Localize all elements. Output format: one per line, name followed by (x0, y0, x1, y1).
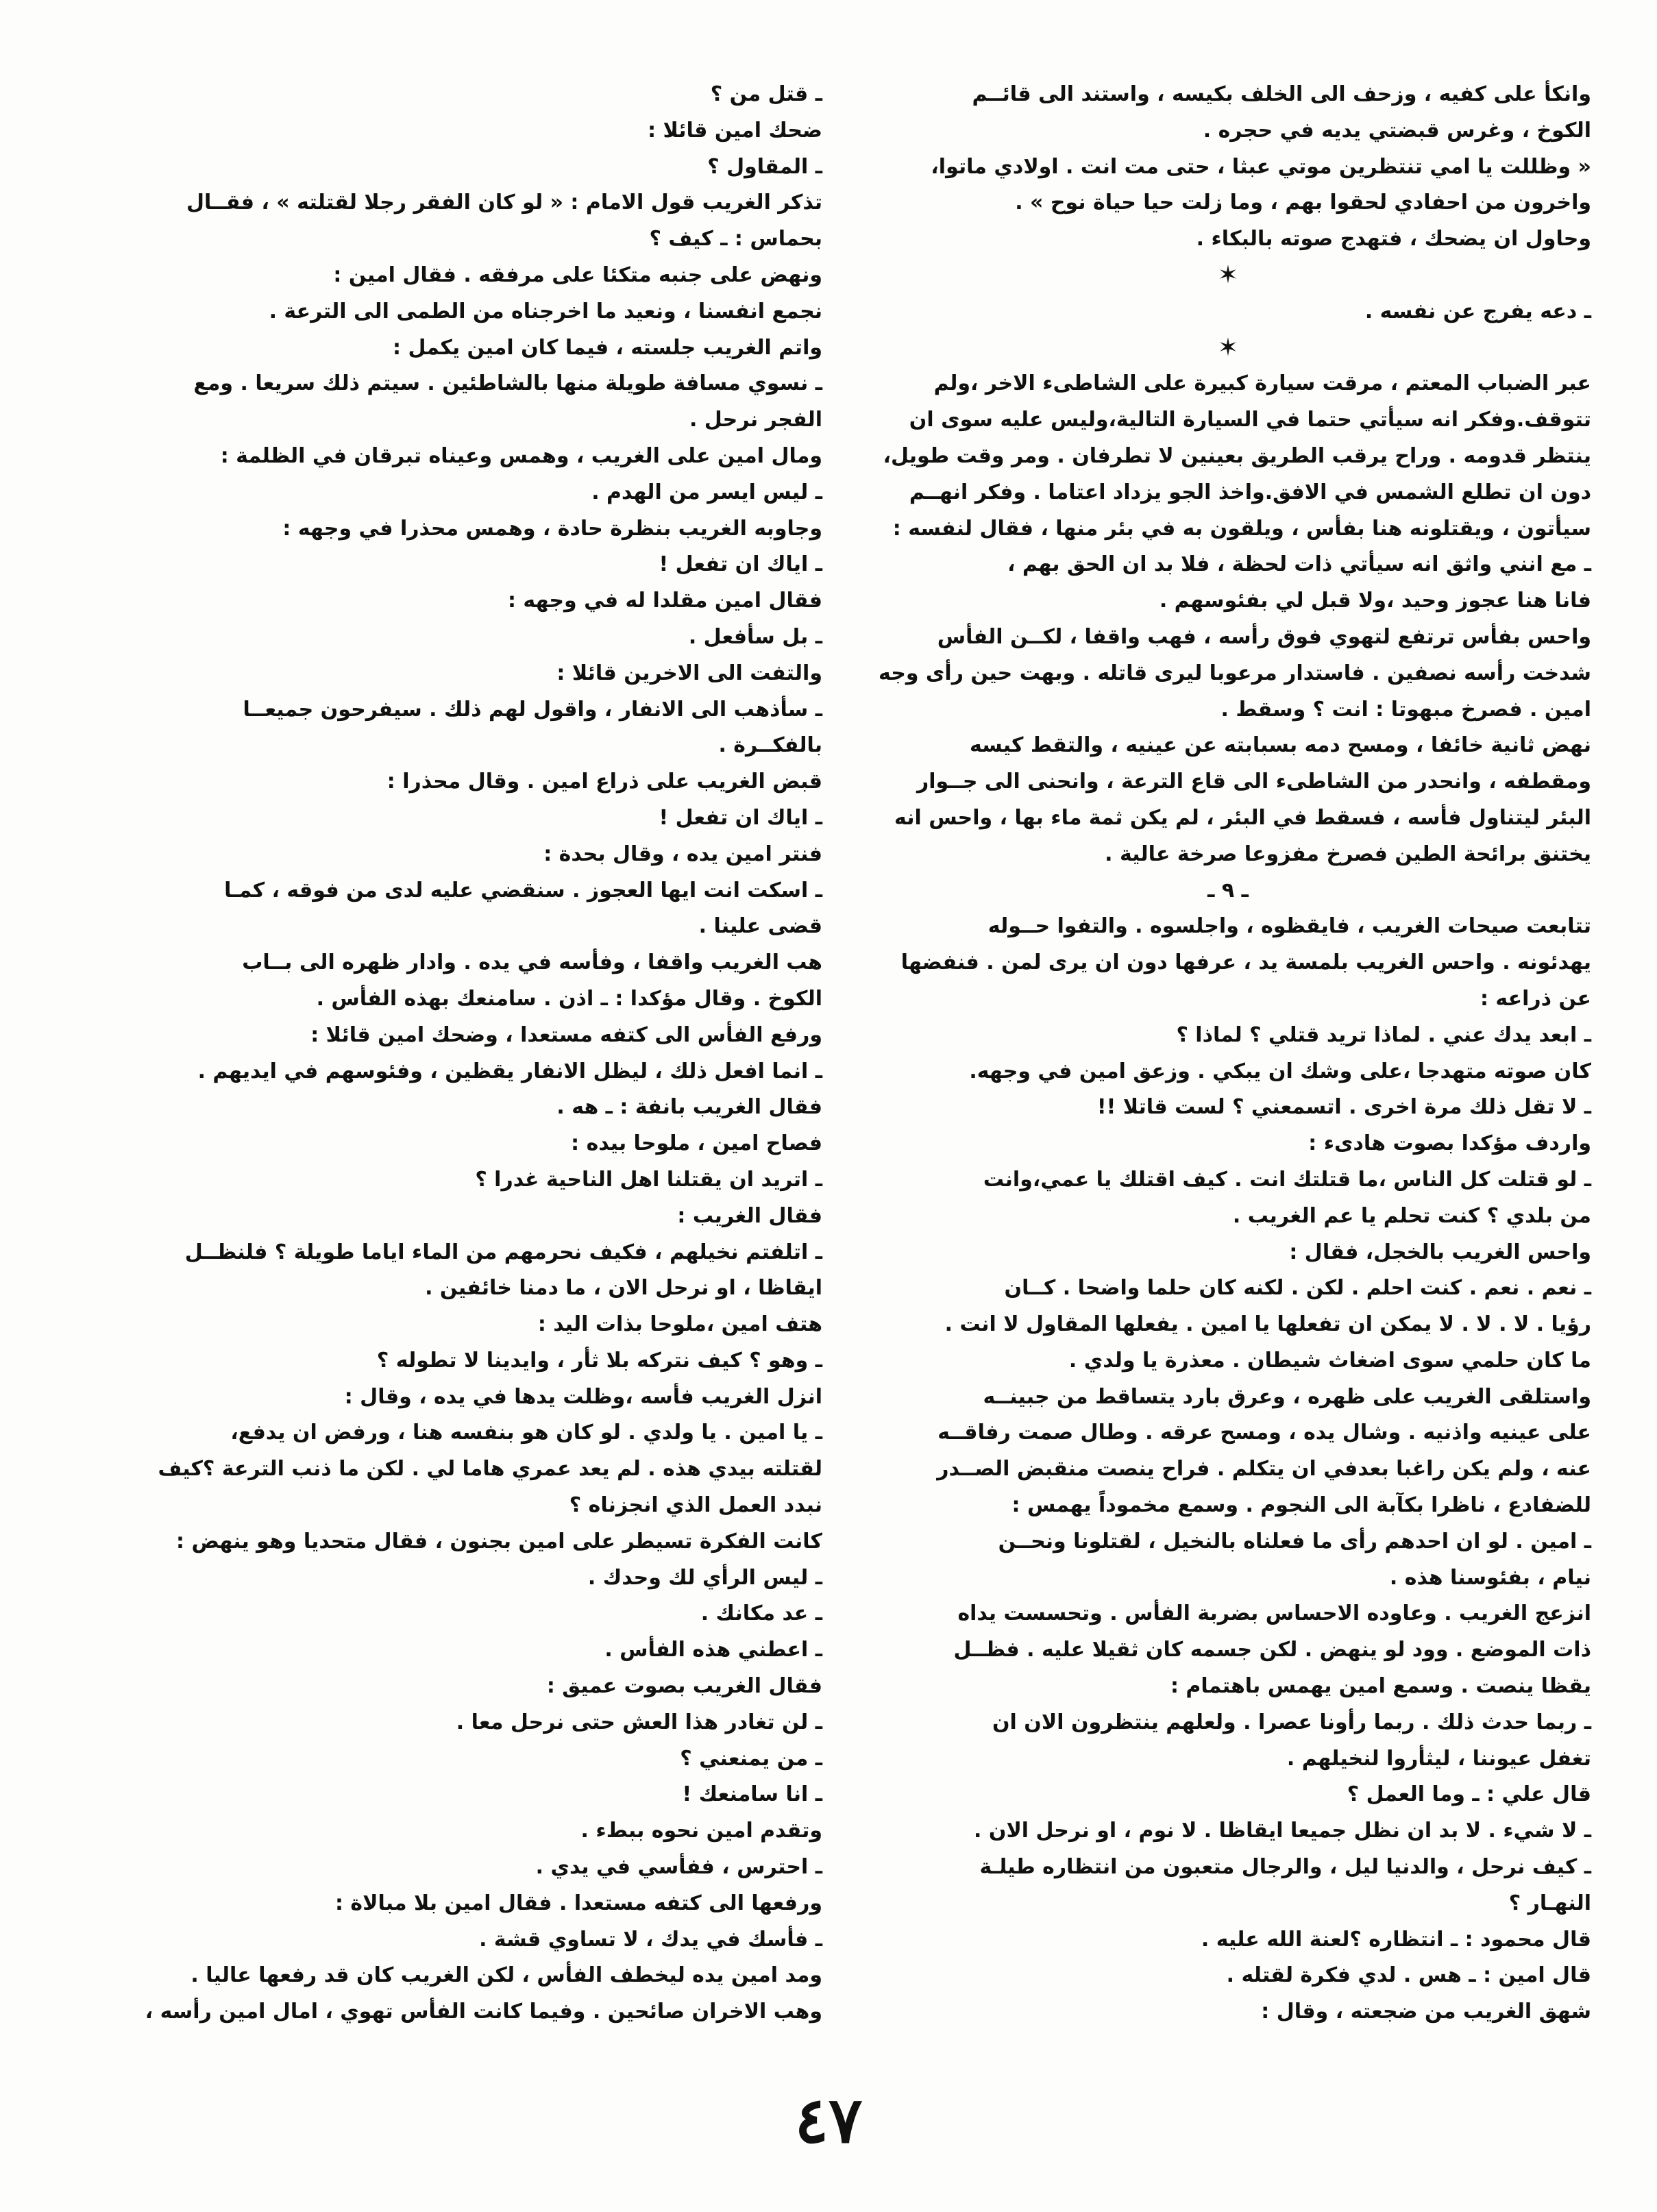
text-line: وانكأ على كفيه ، وزحف الى الخلف بكيسه ، واستند الى قائــم (972, 82, 1591, 106)
text-line: يقظا ينصت . وسمع امين يهمس باهتمام : (1170, 1674, 1591, 1699)
text-line: ايقاظا ، او نرحل الان ، ما دمنا خائفين . (425, 1276, 822, 1301)
text-line: بالفكــرة . (718, 733, 822, 758)
text-line: شهق الغريب من ضجعته ، وقال : (1261, 2000, 1591, 2024)
text-line: ـ عد مكانك . (700, 1601, 822, 1626)
text-line: رؤيا . لا . لا . لا يمكن ان تفعلها يا امين . يفعلها المقاول لا انت . (944, 1312, 1591, 1337)
text-line: بحماس : ـ كيف ؟ (649, 227, 822, 251)
text-line: ـ من يمنعني ؟ (680, 1746, 822, 1771)
text-line: ـ نعم . نعم . كنت احلم . لكن . لكنه كان حلما واضحا . كــان (1004, 1276, 1591, 1301)
text-line: هب الغريب واقفا ، وفأسه في يده . وادار ظهره الى بــاب (242, 950, 822, 975)
text-line: كانت الفكرة تسيطر على امين بجنون ، فقال متحديا وهو ينهض : (176, 1529, 822, 1553)
text-line: ـ لا تقل ذلك مرة اخرى . اتسمعني ؟ لست قاتلا !! (1096, 1095, 1591, 1120)
text-line: ـ ابعد يدك عني . لماذا تريد قتلي ؟ لماذا ؟ (1176, 1022, 1591, 1047)
text-line: فقال امين مقلدا له في وجهه : (507, 589, 822, 613)
text-line: فقال الغريب بانفة : ـ هه . (556, 1095, 822, 1120)
text-line: واردف مؤكدا بصوت هادىء : (1308, 1131, 1591, 1156)
text-line: قال علي : ـ وما العمل ؟ (1347, 1782, 1591, 1807)
text-line: ومد امين يده ليخطف الفأس ، لكن الغريب كان قد رفعها عاليا . (191, 1963, 822, 1988)
text-line: ونهض على جنبه متكئا على مرفقه . فقال امين : (333, 262, 822, 287)
text-line: يهدئونه . واحس الغريب بلمسة يد ، عرفها دون ان يرى لمن . فنفضها (900, 950, 1591, 975)
text-line: « وظللت يا امي تنتظرين موتي عبثا ، حتى مت انت . اولادي ماتوا، (931, 154, 1591, 179)
text-line: ـ احترس ، ففأسي في يدي . (535, 1855, 822, 1880)
text-line: واحس بفأس ترتفع لتهوي فوق رأسه ، فهب واقفا ، لكــن الفأس (937, 624, 1591, 649)
text-line: نيام ، بفئوسنا هذه . (1389, 1565, 1591, 1590)
text-line: امين . فصرخ مبهوتا : انت ؟ وسقط . (1220, 697, 1591, 722)
text-line: ـ لو قتلت كل الناس ،ما قتلتك انت . كيف اقتلك يا عمي،وانت (983, 1167, 1591, 1192)
text-line: ـ لا شيء . لا بد ان نظل جميعا ايقاظا . لا نوم ، او نرحل الان . (974, 1819, 1591, 1843)
text-line: للضفادع ، ناظرا بكآبة الى النجوم . وسمع مخموداً يهمس : (1011, 1493, 1591, 1518)
section-ornament: ✶ (1217, 260, 1239, 289)
chapter-divider: ـ ٩ ـ (1207, 878, 1249, 902)
text-line: ـ اتلفتم نخيلهم ، فكيف نحرمهم من الماء اياما طويلة ؟ فلنظــل (184, 1240, 822, 1264)
text-line: ضحك امين قائلا : (648, 118, 822, 143)
text-line: ـ اياك ان تفعل ! (659, 552, 822, 577)
right-text-column (865, 77, 1591, 2030)
text-line: فقال الغريب بصوت عميق : (546, 1674, 822, 1699)
page-number: ٤٧ (794, 2083, 863, 2157)
text-line: النهـار ؟ (1508, 1891, 1591, 1915)
text-line: وهب الاخران صائحين . وفيما كانت الفأس تهوي ، امال امين رأسه ، (145, 2000, 822, 2024)
text-line: ـ نسوي مسافة طويلة منها بالشاطئين . سيتم ذلك سريعا . ومع (193, 371, 822, 396)
text-line: لقتلته بيدي هذه . لم يعد عمري هاما لي . لكن ما ذنب الترعة ؟كيف (158, 1457, 822, 1482)
text-line: عنه ، ولم يكن راغبا بعدفي ان يتكلم . فراح ينصت منقبض الصــدر (937, 1457, 1591, 1482)
section-ornament: ✶ (1217, 333, 1239, 362)
text-line: ـ سأذهب الى الانفار ، واقول لهم ذلك . سيفرحون جميعــا (243, 697, 822, 722)
text-line: ـ امين . لو ان احدهم رأى ما فعلناه بالنخيل ، لقتلونا ونحــن (998, 1529, 1591, 1553)
text-line: فقال الغريب : (677, 1203, 822, 1228)
text-line: انزل الغريب فأسه ،وظلت يدها في يده ، وقال : (344, 1384, 822, 1409)
text-line: نهض ثانية خائفا ، ومسح دمه بسبابته عن عينيه ، والتقط كيسه (970, 733, 1591, 758)
text-line: ذات الموضع . وود لو ينهض . لكن جسمه كان ثقيلا عليه . فظــل (953, 1638, 1591, 1662)
text-line: واخرون من احفادي لحقوا بهم ، وما زلت حيا حياة نوح » . (1015, 191, 1591, 215)
text-line: وجاوبه الغريب بنظرة حادة ، وهمس محذرا في وجهه : (282, 516, 822, 541)
text-line: ومال امين على الغريب ، وهمس وعيناه تبرقان في الظلمة : (220, 443, 822, 468)
text-line: ـ اتريد ان يقتلنا اهل الناحية غدرا ؟ (475, 1167, 822, 1192)
text-line: وحاول ان يضحك ، فتهدج صوته بالبكاء . (1196, 227, 1591, 251)
text-line: تتابعت صيحات الغريب ، فايقظوه ، واجلسوه . والتفوا حــوله (987, 914, 1591, 939)
text-line: نبدد العمل الذي انجزناه ؟ (569, 1493, 822, 1518)
text-line: ـ مع انني واثق انه سيأتي ذات لحظة ، فلا بد ان الحق بهم ، (1007, 552, 1591, 577)
text-line: على عينيه واذنيه . وشال يده ، ومسح عرقه . وطال صمت رفاقــه (937, 1421, 1591, 1445)
text-line: ـ اياك ان تفعل ! (659, 805, 822, 830)
text-line: ما كان حلمي سوى اضغاث شيطان . معذرة يا ولدي . (1068, 1348, 1591, 1373)
text-line: ـ قتل من ؟ (710, 82, 822, 106)
text-line: ـ اسكت انت ايها العجوز . سنقضي عليه لدى من فوقه ، كمـا (224, 878, 822, 902)
text-line: البئر ليتناول فأسه ، فسقط في البئر ، لم يكن ثمة ماء بها ، واحس انه (894, 805, 1591, 830)
text-line: قبض الغريب على ذراع امين . وقال محذرا : (386, 770, 822, 794)
text-line: ورفع الفأس الى كتفه مستعدا ، وضحك امين قائلا : (310, 1022, 822, 1047)
text-line: ـ ليس الرأي لك وحدك . (587, 1565, 822, 1590)
text-line: يختنق برائحة الطين فصرخ مفزوعا صرخة عالية . (1105, 841, 1591, 866)
left-text-column (96, 77, 822, 2030)
text-line: ـ كيف نرحل ، والدنيا ليل ، والرجال متعبون من انتظاره طيلـة (979, 1855, 1591, 1880)
text-line: من بلدي ؟ كنت تحلم يا عم الغريب . (1232, 1203, 1591, 1228)
text-line: ـ يا امين . يا ولدي . لو كان هو بنفسه هنا ، ورفض ان يدفع، (230, 1421, 822, 1445)
text-line: الكوخ ، وغرس قبضتي يديه في حجره . (1203, 118, 1591, 143)
text-line: ـ لن تغادر هذا العش حتى نرحل معا . (456, 1710, 822, 1734)
text-line: ـ انا سامنعك ! (682, 1782, 822, 1807)
text-line: وتقدم امين نحوه ببطء . (580, 1819, 822, 1843)
text-line: ينتظر قدومه . وراح يرقب الطريق بعينين لا تطرفان . ومر وقت طويل، (883, 443, 1591, 468)
text-line: ـ دعه يفرج عن نفسه . (1364, 299, 1591, 323)
text-line: نجمع انفسنا ، ونعيد ما اخرجناه من الطمى الى الترعة . (269, 299, 822, 323)
text-line: ـ فأسك في يدك ، لا تساوي قشة . (479, 1927, 822, 1952)
text-line: انزعج الغريب . وعاوده الاحساس بضربة الفأس . وتحسست يداه (957, 1601, 1591, 1626)
text-line: واتم الغريب جلسته ، فيما كان امين يكمل : (393, 335, 822, 360)
text-line: ومقطفه ، وانحدر من الشاطىء الى قاع الترعة ، وانحنى الى جــوار (916, 770, 1591, 794)
text-line: هتف امين ،ملوحا بذات اليد : (537, 1312, 822, 1337)
text-line: شدخت رأسه نصفين . فاستدار مرعوبا ليرى قاتله . وبهت حين رأى وجه (879, 661, 1591, 685)
text-line: الكوخ . وقال مؤكدا : ـ اذن . سامنعك بهذه الفأس . (316, 986, 822, 1011)
text-line: واحس الغريب بالخجل، فقال : (1289, 1240, 1591, 1264)
text-line: واستلقى الغريب على ظهره ، وعرق بارد يتساقط من جبينــه (983, 1384, 1591, 1409)
text-line: ورفعها الى كتفه مستعدا . فقال امين بلا مبالاة : (334, 1891, 822, 1915)
text-line: سيأتون ، ويقتلونه هنا بفأس ، ويلقون به في بئر منها ، فقال لنفسه : (892, 516, 1591, 541)
text-line: فصاح امين ، ملوحا بيده : (571, 1131, 822, 1156)
text-line: عن ذراعه : (1480, 986, 1591, 1011)
text-line: ـ اعطني هذه الفأس . (604, 1638, 822, 1662)
text-line: فانا هنا عجوز وحيد ،ولا قبل لي بفئوسهم . (1159, 589, 1591, 613)
text-line: ـ وهو ؟ كيف نتركه بلا ثأر ، وايدينا لا تطوله ؟ (376, 1348, 822, 1373)
text-line: دون ان تطلع الشمس في الافق.واخذ الجو يزداد اعتاما . وفكر انهــم (909, 480, 1591, 504)
text-line: تذكر الغريب قول الامام : « لو كان الفقر رجلا لقتلته » ، فقــال (186, 191, 822, 215)
text-line: الفجر نرحل . (689, 408, 822, 432)
text-line: عبر الضباب المعتم ، مرقت سيارة كبيرة على الشاطىء الاخر ،ولم (933, 371, 1591, 396)
text-line: قال محمود : ـ انتظاره ؟لعنة الله عليه . (1201, 1927, 1591, 1952)
text-line: تتوقف.وفكر انه سيأتي حتما في السيارة التالية،وليس عليه سوى ان (909, 408, 1591, 432)
text-line: ـ بل سأفعل . (688, 624, 822, 649)
text-line: قضى علينا . (698, 914, 822, 939)
text-line: ـ انما افعل ذلك ، ليظل الانفار يقظين ، وفئوسهم في ايديهم . (197, 1059, 822, 1083)
text-line: ـ ليس ايسر من الهدم . (591, 480, 822, 504)
text-line: تغفل عيوننا ، ليثأروا لنخيلهم . (1286, 1746, 1591, 1771)
text-line: فنتر امين يده ، وقال بحدة : (543, 841, 822, 866)
text-line: كان صوته متهدجا ،على وشك ان يبكي . وزعق امين في وجهه. (969, 1059, 1591, 1083)
text-line: ـ ربما حدث ذلك . ربما رأونا عصرا . ولعلهم ينتظرون الان ان (992, 1710, 1591, 1734)
text-line: ـ المقاول ؟ (707, 154, 822, 179)
text-line: والتفت الى الاخرين قائلا : (556, 661, 822, 685)
text-line: قال امين : ـ هس . لدي فكرة لقتله . (1226, 1963, 1591, 1988)
